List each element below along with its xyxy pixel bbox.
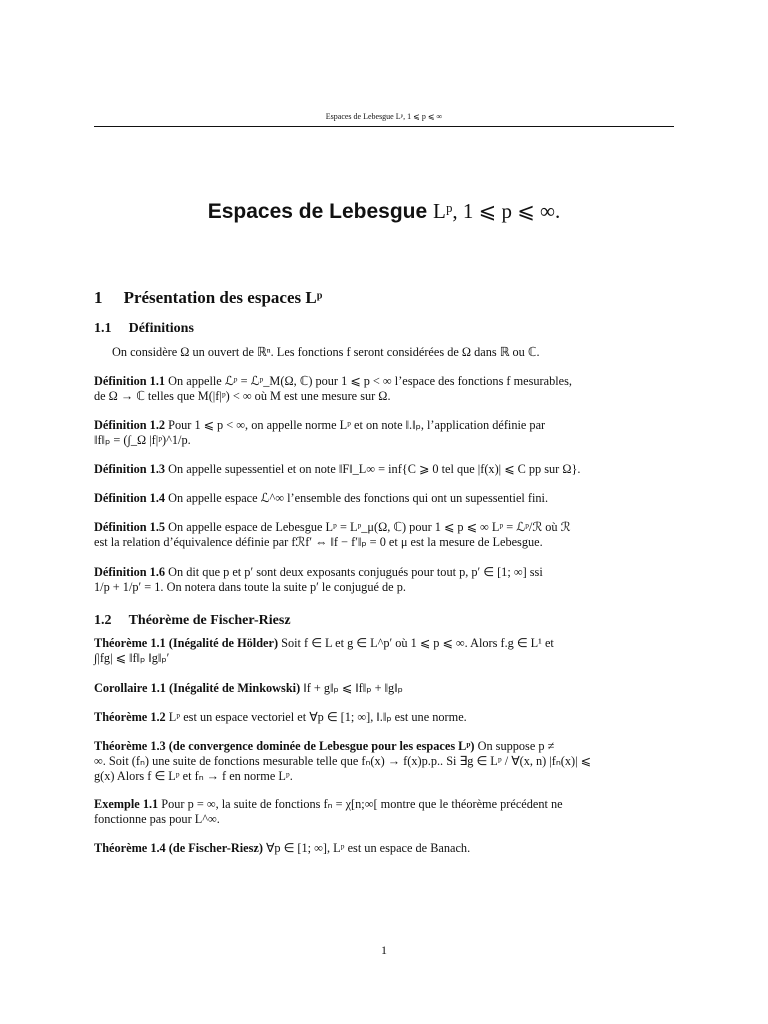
subsection-title: Définitions — [128, 321, 194, 336]
definition-line: de Ω → ℂ telles que M(|f|ᵖ) < ∞ où M est une mesure sur Ω. — [94, 389, 391, 404]
definition-label: Définition 1.3 — [94, 462, 166, 476]
section-title: Présentation des espaces Lᵖ — [123, 288, 323, 307]
subsection-heading — [94, 613, 674, 628]
example-label: Exemple 1.1 — [94, 797, 159, 811]
theorem-1-4 — [94, 841, 674, 856]
theorem-label: Théorème 1.2 — [94, 710, 166, 724]
theorem-line: ∞. Soit (fₙ) une suite de fonctions mesurable telle que fₙ(x) → f(x)p.p.. Si ∃g ∈ Lᵖ / ∀(x, n) |fₙ(x)| ⩽ — [94, 754, 591, 769]
theorem-line: ‖f + g‖ₚ ⩽ ‖f‖ₚ + ‖g‖ₚ — [303, 681, 403, 695]
example-1-1 — [94, 797, 674, 827]
theorem-line: g(x) Alors f ∈ Lᵖ et fₙ → f en norme Lᵖ. — [94, 769, 293, 784]
definition-label: Définition 1.2 — [94, 418, 166, 432]
definition-1-5 — [94, 520, 674, 550]
subsection-title: Théorème de Fischer-Riesz — [128, 613, 291, 628]
header-rule — [94, 126, 674, 127]
theorem-label: Théorème 1.4 (de Fischer-Riesz) — [94, 841, 263, 855]
theorem-label: Théorème 1.3 (de convergence dominée de Lebesgue pour les espaces Lᵖ) — [94, 739, 475, 753]
subsection-number: 1.1 — [94, 321, 112, 336]
title-math: Lᵖ, 1 ⩽ p ⩽ ∞. — [433, 199, 561, 223]
definition-line: 1/p + 1/p′ = 1. On notera dans toute la suite p′ le conjugué de p. — [94, 580, 406, 595]
section-heading — [94, 290, 674, 307]
theorem-line: Soit f ∈ L et g ∈ L^p′ où 1 ⩽ p ⩽ ∞. Alors f.g ∈ L¹ et — [281, 636, 554, 650]
theorem-line: Lᵖ est un espace vectoriel et ∀p ∈ [1; ∞], ‖.‖ₚ est une norme. — [168, 710, 467, 724]
corollary-1-1 — [94, 681, 674, 696]
definition-1-4 — [94, 491, 674, 506]
definition-line: On appelle supessentiel et on note ‖F‖_L∞ = inf{C ⩾ 0 tel que |f(x)| ⩽ C pp sur Ω}. — [168, 462, 581, 476]
theorem-1-1 — [94, 636, 674, 666]
theorem-1-3 — [94, 739, 674, 785]
running-head: Espaces de Lebesgue Lᵖ, 1 ⩽ p ⩽ ∞ — [325, 112, 443, 121]
title-text: Espaces de Lebesgue — [207, 200, 428, 223]
definition-label: Définition 1.5 — [94, 520, 166, 534]
intro-paragraph: On considère Ω un ouvert de ℝⁿ. Les fonctions f seront considérées de Ω dans ℝ ou ℂ. — [112, 345, 540, 359]
definition-line: On appelle ℒᵖ = ℒᵖ_M(Ω, ℂ) pour 1 ⩽ p < ∞ l’espace des fonctions f mesurables, — [168, 374, 572, 388]
definition-1-2 — [94, 418, 674, 448]
definition-line: On appelle espace de Lebesgue Lᵖ = Lᵖ_μ(Ω, ℂ) pour 1 ⩽ p ⩽ ∞ Lᵖ = ℒᵖ/ℛ où ℛ — [168, 520, 571, 534]
definition-label: Définition 1.6 — [94, 565, 166, 579]
subsection-number: 1.2 — [94, 613, 112, 628]
definition-line: On dit que p et p′ sont deux exposants conjugués pour tout p, p′ ∈ [1; ∞] ssi — [168, 565, 543, 579]
subsection-heading — [94, 321, 674, 336]
definition-line: est la relation d’équivalence définie par fℛf′ ⇔ ‖f − f′‖ₚ = 0 et μ est la mesure de Lebesgue. — [94, 535, 543, 550]
definition-line: Pour 1 ⩽ p < ∞, on appelle norme Lᵖ et on note ‖.‖ₚ, l’application définie par — [168, 418, 546, 432]
theorem-line: ∀p ∈ [1; ∞], Lᵖ est un espace de Banach. — [266, 841, 471, 855]
definition-line: On appelle espace ℒ^∞ l’ensemble des fonctions qui ont un supessentiel fini. — [168, 491, 549, 505]
theorem-1-2 — [94, 710, 674, 725]
document-title — [0, 199, 768, 224]
definition-line: ‖f‖ₚ = (∫_Ω |f|ᵖ)^1/p. — [94, 433, 191, 448]
example-line: fonctionne pas pour L^∞. — [94, 812, 220, 827]
definition-1-1 — [94, 374, 674, 404]
section-number: 1 — [94, 288, 103, 307]
definition-label: Définition 1.4 — [94, 491, 166, 505]
example-line: Pour p = ∞, la suite de fonctions fₙ = χ[n;∞[ montre que le théorème précédent ne — [161, 797, 563, 811]
definition-1-3 — [94, 462, 674, 477]
page-number: 1 — [381, 943, 387, 957]
theorem-label: Théorème 1.1 (Inégalité de Hölder) — [94, 636, 279, 650]
theorem-label: Corollaire 1.1 (Inégalité de Minkowski) — [94, 681, 301, 695]
definition-label: Définition 1.1 — [94, 374, 166, 388]
theorem-line: On suppose p ≠ — [477, 739, 555, 753]
theorem-line: ∫|fg| ⩽ ‖f‖ₚ ‖g‖ₚ′ — [94, 651, 170, 666]
definition-1-6 — [94, 565, 674, 595]
